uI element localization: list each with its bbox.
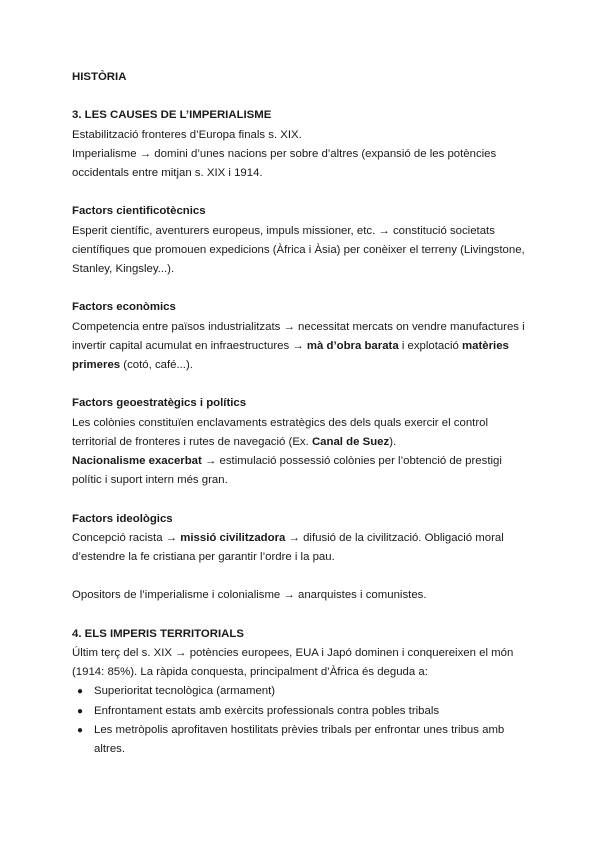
ideological-factors-heading: Factors ideològics (72, 512, 173, 525)
civilizing-mission-bold: missió civilitzadora (180, 531, 286, 544)
bullet-icon: ● (77, 686, 84, 698)
cheap-labour-bold: mà d’obra barata (306, 339, 399, 352)
scientific-factors-text: Esperit científic, aventurers europeus, impuls missioner, etc. → constitució societats científiques que promouen expedicions (Àfrica i Àsia) per conèixer el terreny (Livingstone, Stanley, Kingsley...). (72, 224, 525, 275)
causes-list (72, 682, 532, 759)
nationalism-bold: Nacionalisme exacerbat (72, 455, 202, 467)
suez-canal-bold: Canal de Suez (311, 435, 390, 448)
scientific-factors-heading: Factors cientificotècnics (72, 205, 206, 218)
section-4-heading: 4. ELS IMPERIS TERRITORIALS (72, 627, 244, 640)
raw-materials-bold: matèries primeres (72, 339, 509, 371)
document-page (72, 68, 532, 759)
nationalism-text: Nacionalisme exacerbat → estimulació possessió colònies per l’obtenció de prestigi polític i suport intern més gran. (72, 455, 502, 487)
geostrategic-factors-text: Les colònies constituïen enclavaments estratègics des dels quals exercir el control territorial de fronteres i rutes de navegació (Ex. Canal de Suez). (72, 416, 488, 448)
ideological-factors-text: Concepció racista → missió civilitzadora → difusió de la civilització. Obligació moral d’estendre la fe cristiana per garantir l’ordre i la pau. (72, 531, 504, 563)
bullet-icon: ● (77, 705, 84, 717)
list-item: ● Superioritat tecnològica (armament) (72, 682, 532, 701)
section-3-line-1: Estabilització fronteres d’Europa finals s. XIX. (72, 128, 302, 141)
list-item: ● Les metròpolis aprofitaven hostilitats prèvies tribals per enfrontar unes tribus amb altres. (72, 721, 532, 759)
section-4-text: Últim terç del s. XIX → potències europees, EUA i Japó dominen i conquereixen el món (1914: 85%). La ràpida conquesta, principalment d’Àfrica és deguda a: (72, 646, 514, 679)
economic-factors-heading: Factors econòmics (72, 301, 176, 314)
economic-factors-text: Competencia entre països industrialitzats → necessitat mercats on vendre manufactures i invertir capital acumulat en infraestructures → mà d’obra barata i explotació matèries primeres (cotó, café...). (72, 320, 525, 371)
section-3-line-2: Imperialisme → domini d’unes nacions per sobre d’altres (expansió de les potències occidentals entre mitjan s. XIX i 1914. (72, 147, 497, 179)
list-item: ● Enfrontament estats amb exèrcits professionals contra pobles tribals (72, 702, 532, 721)
document-title: HISTÒRIA (72, 71, 127, 83)
section-3-heading: 3. LES CAUSES DE L’IMPERIALISME (72, 109, 272, 122)
geostrategic-factors-heading: Factors geoestratègics i polítics (72, 397, 247, 410)
bullet-icon: ● (77, 724, 84, 736)
opponents-text: Opositors de l’imperialisme i colonialisme → anarquistes i comunistes. (72, 589, 427, 602)
